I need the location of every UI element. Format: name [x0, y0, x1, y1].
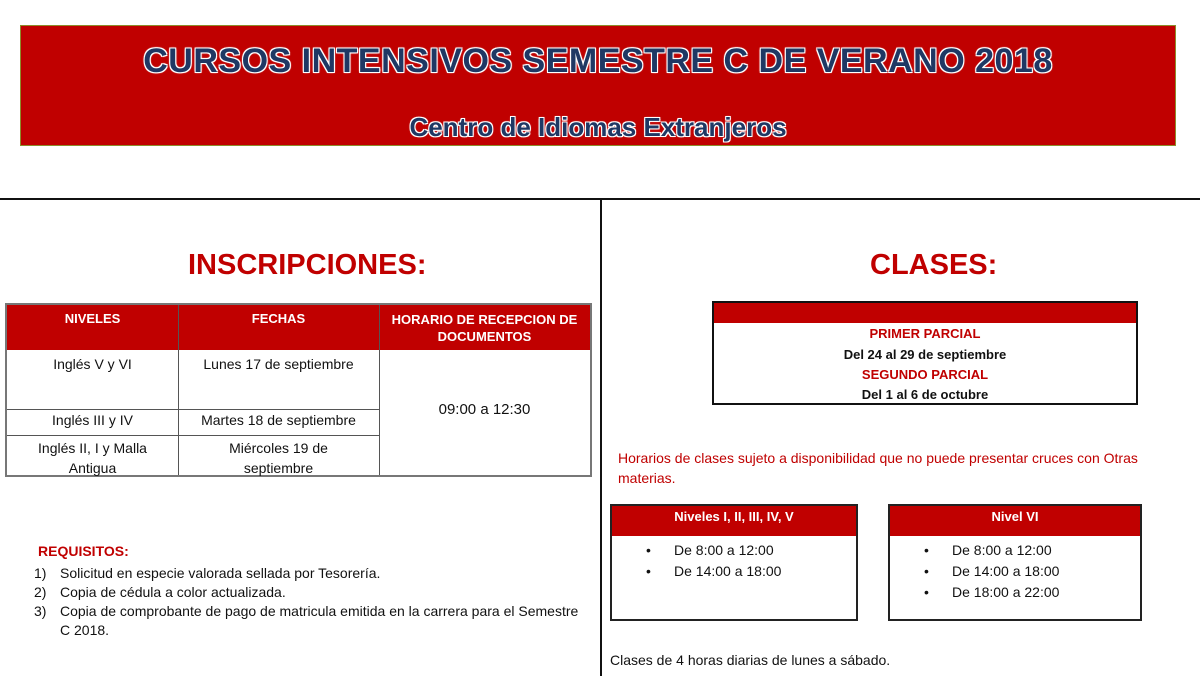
horarios-note: Horarios de clases sujeto a disponibilidad que no puede presentar cruces con Otras materias.: [618, 450, 1138, 486]
nivel-cell: Inglés II, I y Malla Antigua: [38, 440, 147, 476]
list-item: [646, 540, 781, 561]
list-number: 2): [34, 584, 47, 600]
time-text: De 14:00 a 18:00: [952, 563, 1060, 579]
header-niveles: NIVELES: [7, 305, 178, 350]
list-item: [924, 540, 1059, 561]
clases-title: CLASES:: [870, 249, 998, 281]
requisitos-title: REQUISITOS:: [38, 543, 129, 559]
list-item: [34, 583, 594, 602]
footer-note: Clases de 4 horas diarias de lunes a sábado.: [610, 652, 891, 668]
fecha-cell: Lunes 17 de septiembre: [203, 356, 354, 372]
list-number: 3): [34, 603, 47, 619]
segundo-parcial-label: SEGUNDO PARCIAL: [861, 367, 989, 382]
time-text: De 8:00 a 12:00: [674, 542, 774, 558]
schedule-list: [646, 540, 781, 582]
parciales-header-bar: [714, 303, 1136, 323]
bullet-icon: •: [646, 542, 651, 558]
header-horario: HORARIO DE RECEPCION DE DOCUMENTOS: [379, 305, 590, 350]
schedule-title: Nivel VI: [890, 506, 1140, 536]
list-item: [34, 602, 580, 640]
list-item: [646, 561, 781, 582]
horario-cell: 09:00 a 12:30: [438, 401, 531, 418]
primer-parcial-label: PRIMER PARCIAL: [869, 326, 981, 341]
table-col-divider: [379, 305, 380, 475]
bullet-icon: •: [924, 542, 929, 558]
table-row-divider: [7, 409, 379, 410]
list-number: 1): [34, 565, 47, 581]
list-item: [924, 582, 1059, 603]
table-col-divider: [178, 305, 179, 475]
schedule-list: [924, 540, 1059, 603]
header-banner: [20, 25, 1176, 146]
time-text: De 14:00 a 18:00: [674, 563, 782, 579]
bullet-icon: •: [924, 563, 929, 579]
parciales-box: [712, 301, 1138, 405]
banner-subtitle: Centro de Idiomas Extranjeros: [409, 112, 787, 142]
list-text: Copia de comprobante de pago de matricula emitida en la carrera para el Semestre C 2018.: [60, 603, 579, 638]
schedule-title: Niveles I, II, III, IV, V: [612, 506, 856, 536]
inscripciones-table: [5, 303, 592, 477]
vertical-divider: [600, 200, 602, 676]
schedule-box-niveles: [610, 504, 858, 621]
bullet-icon: •: [924, 584, 929, 600]
bullet-icon: •: [646, 563, 651, 579]
requisitos-list: [34, 564, 594, 640]
nivel-cell: Inglés V y VI: [53, 356, 132, 372]
time-text: De 8:00 a 12:00: [952, 542, 1052, 558]
fecha-cell: Miércoles 19 de septiembre: [229, 440, 328, 476]
nivel-cell: Inglés III y IV: [52, 412, 133, 428]
header-fechas: FECHAS: [178, 305, 379, 350]
time-text: De 18:00 a 22:00: [952, 584, 1060, 600]
table-row-divider: [7, 435, 379, 436]
fecha-cell: Martes 18 de septiembre: [201, 412, 356, 428]
segundo-parcial-dates: Del 1 al 6 de octubre: [861, 387, 989, 402]
schedule-box-nivel-vi: [888, 504, 1142, 621]
banner-title: CURSOS INTENSIVOS SEMESTRE C DE VERANO 2018: [143, 42, 1053, 80]
list-text: Copia de cédula a color actualizada.: [60, 584, 286, 600]
primer-parcial-dates: Del 24 al 29 de septiembre: [843, 347, 1007, 362]
list-text: Solicitud en especie valorada sellada por Tesorería.: [60, 565, 381, 581]
list-item: [34, 564, 594, 583]
inscripciones-title: INSCRIPCIONES:: [188, 249, 427, 281]
list-item: [924, 561, 1059, 582]
